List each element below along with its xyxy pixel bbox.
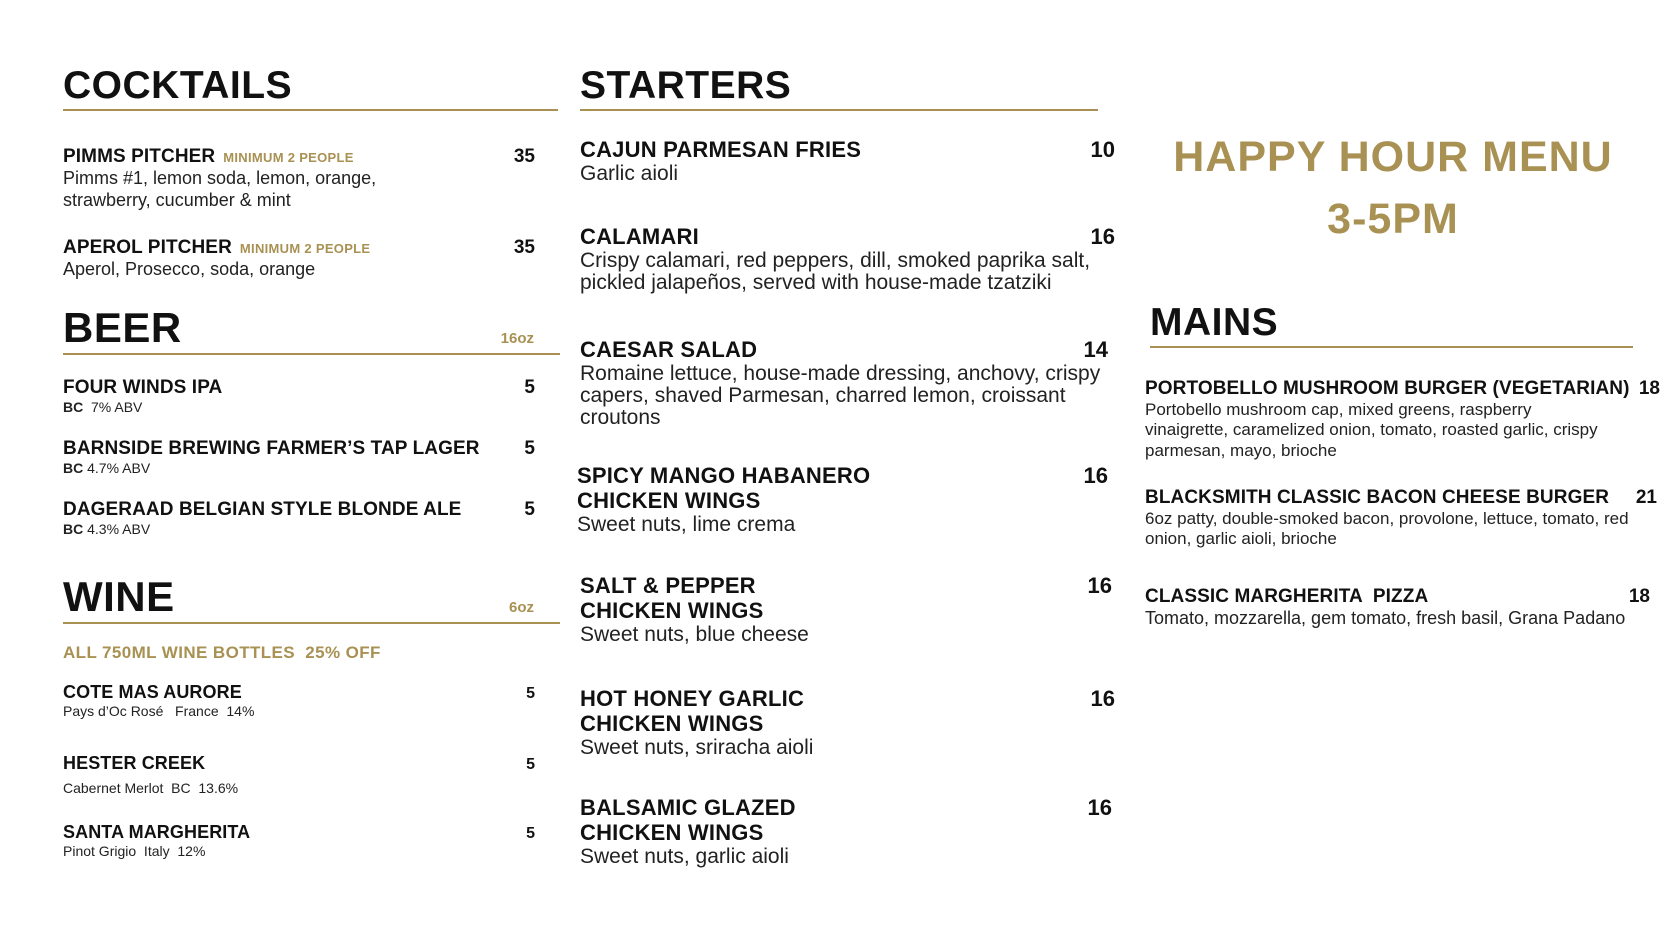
item-name: COTE MAS AURORE [63, 682, 242, 702]
item-name: CAESAR SALAD [580, 337, 758, 362]
item-name: HESTER CREEK [63, 753, 206, 773]
item-detail: Cabernet Merlot BC 13.6% [63, 780, 239, 797]
item-description: Sweet nuts, blue cheese [580, 622, 809, 646]
item-description: Crispy calamari, red peppers, dill, smoked paprika salt, pickled jalapeños, served with house-made tzatziki [580, 249, 1091, 295]
item-description: Pimms #1, lemon soda, lemon, orange, strawberry, cucumber & mint [63, 168, 377, 210]
mains-header [1150, 303, 1633, 348]
wine-item [63, 753, 535, 798]
item-name: PORTOBELLO MUSHROOM BURGER (VEGETARIAN) [1145, 378, 1630, 399]
item-name: CAJUN PARMESAN FRIES [580, 137, 862, 162]
item-price: 5 [526, 756, 535, 773]
item-price: 5 [524, 438, 535, 459]
item-price: 16 [1083, 463, 1108, 488]
item-price: 14 [1083, 337, 1108, 362]
starter-item [580, 337, 1108, 429]
item-region: BC [63, 521, 84, 538]
item-name: BALSAMIC GLAZED CHICKEN WINGS [580, 795, 796, 846]
item-description: Tomato, mozzarella, gem tomato, fresh basil, Grana Padano [1145, 608, 1626, 629]
item-note: MINIMUM 2 PEOPLE [239, 241, 371, 256]
cocktails-header [63, 66, 558, 111]
item-description: Sweet nuts, garlic aioli [580, 844, 789, 868]
wine-item [63, 682, 535, 721]
item-description: Sweet nuts, lime crema [577, 512, 796, 536]
item-name: PIMMS PITCHER [63, 146, 216, 167]
starter-item [580, 686, 1115, 759]
item-price: 18 [1638, 378, 1660, 399]
wine-size: 6oz [508, 599, 534, 616]
item-region: BC [63, 460, 84, 477]
happy-hour-title: HAPPY HOUR MENU [1173, 133, 1613, 181]
cocktail-item [63, 146, 535, 212]
item-name: CLASSIC MARGHERITA PIZZA [1145, 586, 1429, 607]
wine-promo: ALL 750ML WINE BOTTLES 25% OFF [63, 643, 381, 662]
item-price: 18 [1628, 586, 1650, 607]
beer-header [63, 304, 560, 355]
item-price: 10 [1090, 137, 1115, 162]
starter-item [580, 224, 1115, 294]
item-detail: 7% ABV [91, 399, 143, 416]
starters-title: STARTERS [580, 64, 792, 107]
mains-title: MAINS [1150, 301, 1279, 344]
item-description: 6oz patty, double-smoked bacon, provolone, lettuce, tomato, red onion, garlic aioli, brioche [1145, 509, 1629, 549]
wine-header [63, 573, 560, 624]
item-detail: Pays d’Oc Rosé France 14% [63, 703, 255, 720]
item-detail: 4.3% ABV [87, 521, 151, 538]
cocktail-item [63, 237, 535, 281]
item-price: 16 [1087, 795, 1112, 820]
starter-item [580, 573, 1112, 646]
item-detail: Pinot Grigio Italy 12% [63, 843, 206, 860]
item-price: 5 [526, 825, 535, 842]
beer-item [63, 438, 535, 478]
item-description: Portobello mushroom cap, mixed greens, raspberry vinaigrette, caramelized onion, tomato, roasted garlic, crispy parmesan, mayo, brioche [1145, 400, 1598, 460]
starters-header [580, 66, 1098, 111]
item-description: Sweet nuts, sriracha aioli [580, 735, 814, 759]
item-name: SPICY MANGO HABANERO CHICKEN WINGS [577, 463, 871, 514]
beer-item [63, 499, 535, 539]
item-note: MINIMUM 2 PEOPLE [223, 150, 354, 165]
item-description: Romaine lettuce, house-made dressing, anchovy, crispy capers, shaved Parmesan, charred lemon, croissant croutons [580, 362, 1101, 430]
item-name: BARNSIDE BREWING FARMER’S TAP LAGER [63, 438, 480, 459]
item-price: 16 [1087, 573, 1112, 598]
beer-size: 16oz [500, 330, 534, 347]
item-price: 16 [1090, 686, 1115, 711]
main-item [1145, 378, 1660, 461]
starter-item [580, 137, 1115, 185]
item-price: 21 [1635, 487, 1657, 508]
item-name: APEROL PITCHER [63, 237, 232, 258]
beer-item [63, 377, 535, 417]
item-price: 35 [513, 237, 535, 258]
item-name: CALAMARI [580, 224, 699, 249]
item-name: DAGERAAD BELGIAN STYLE BLONDE ALE [63, 499, 462, 520]
cocktails-title: COCKTAILS [63, 64, 293, 107]
starter-item [577, 463, 1108, 536]
item-name: BLACKSMITH CLASSIC BACON CHEESE BURGER [1145, 487, 1610, 508]
item-region: BC [63, 399, 84, 416]
item-name: FOUR WINDS IPA [63, 377, 223, 398]
item-price: 5 [524, 499, 535, 520]
item-detail: 4.7% ABV [87, 460, 151, 477]
item-price: 35 [513, 146, 535, 167]
item-name: SALT & PEPPER CHICKEN WINGS [580, 573, 764, 624]
main-item [1145, 586, 1650, 630]
item-name: SANTA MARGHERITA [63, 822, 251, 842]
item-description: Aperol, Prosecco, soda, orange [63, 259, 316, 280]
starter-item [580, 795, 1112, 868]
item-price: 5 [524, 377, 535, 398]
wine-item [63, 822, 535, 861]
item-description: Garlic aioli [580, 162, 679, 185]
happy-hour-time: 3-5PM [1327, 195, 1459, 243]
item-price: 5 [526, 685, 535, 702]
item-name: HOT HONEY GARLIC CHICKEN WINGS [580, 686, 805, 737]
beer-title: BEER [63, 304, 182, 351]
main-item [1145, 487, 1657, 550]
wine-title: WINE [63, 573, 175, 620]
item-price: 16 [1090, 224, 1115, 249]
